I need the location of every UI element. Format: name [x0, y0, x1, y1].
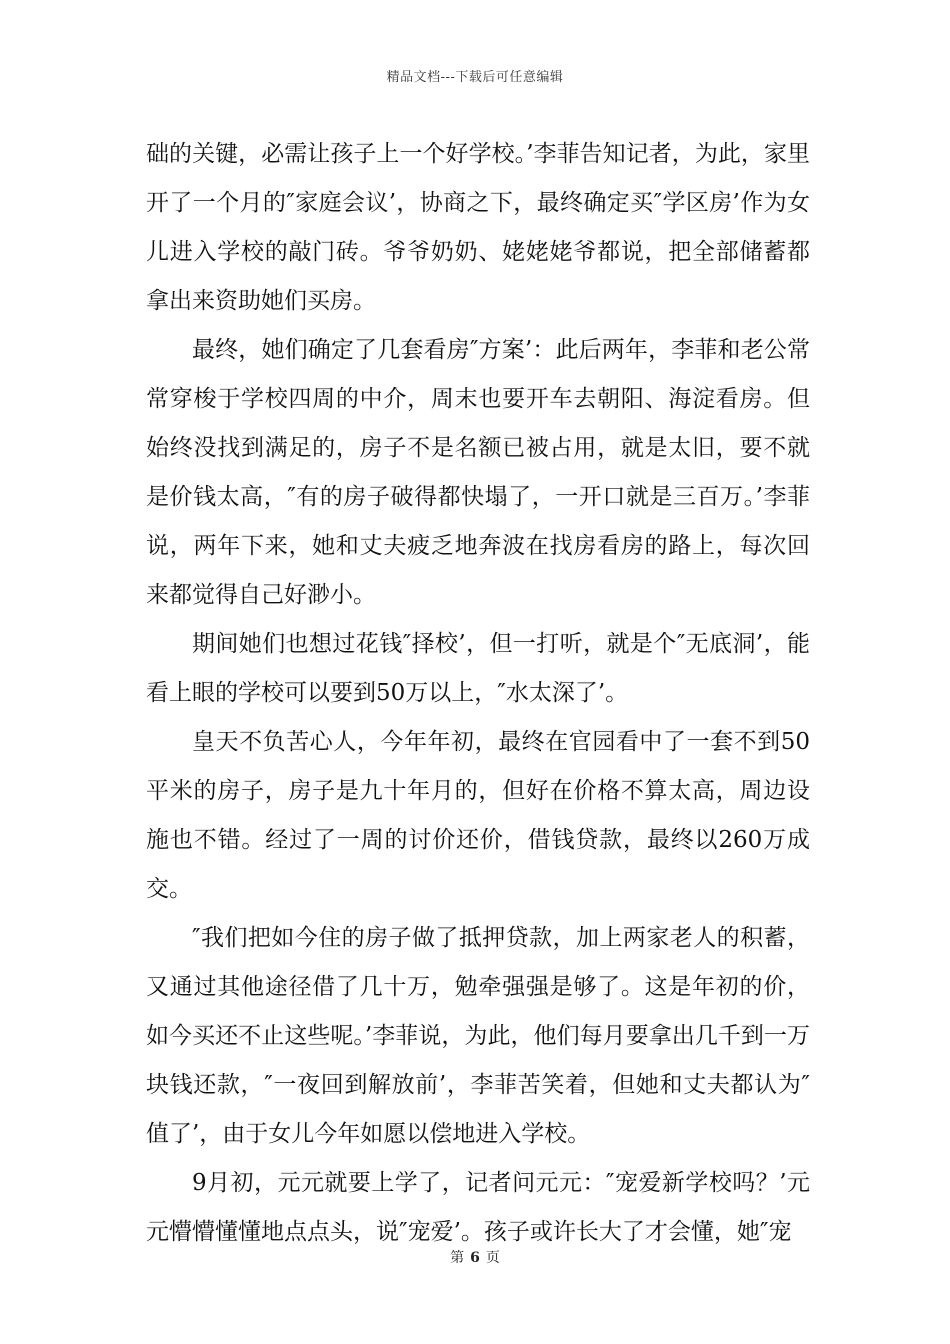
document-body [146, 130, 810, 1257]
page-label-suffix: 页 [485, 1250, 500, 1266]
page-header: 精品文档---下载后可任意编辑 [386, 70, 564, 85]
page-label-prefix: 第 [450, 1250, 465, 1266]
paragraph-6: 9月初，元元就要上学了，记者问元元：″宠爱新学校吗？’元元懵懵懂懂地点点头，说″宠爱’。孩子或许长大了才会懂，她″宠 [146, 1170, 810, 1245]
paragraph-2: 最终，她们确定了几套看房″方案’：此后两年，李菲和老公常常穿梭于学校四周的中介，周末也要开车去朝阳、海淀看房。但始终没找到满足的，房子不是名额已被占用，就是太旧，要不就是价钱太高，″有的房子破得都快塌了，一开口就是三百万。’李菲说，两年下来，她和丈夫疲乏地奔波在找房看房的路上，每次回来都觉得自己好渺小。 [146, 337, 810, 608]
paragraph-4: 皇天不负苦心人，今年年初，最终在官园看中了一套不到50平米的房子，房子是九十年月的，但好在价格不算太高，周边设施也不错。经过了一周的讨价还价，借钱贷款，最终以260万成交。 [146, 729, 810, 902]
page-footer [0, 1247, 950, 1267]
paragraph-3: 期间她们也想过花钱″择校’，但一打听，就是个″无底洞’，能看上眼的学校可以要到50万以上，″水太深了’。 [146, 631, 810, 706]
paragraph-1: 础的关键，必需让孩子上一个好学校。’李菲告知记者，为此，家里开了一个月的″家庭会议’，协商之下，最终确定买″学区房’作为女儿进入学校的敲门砖。爷爷奶奶、姥姥姥爷都说，把全部储蓄都拿出来资助她们买房。 [146, 141, 810, 314]
paragraph-5: ″我们把如今住的房子做了抵押贷款，加上两家老人的积蓄，又通过其他途径借了几十万，勉牵强强是够了。这是年初的价，如今买还不止这些呢。’李菲说，为此，他们每月要拿出几千到一万块钱还款，″一夜回到解放前’，李菲苦笑着，但她和丈夫都认为″值了’，由于女儿今年如愿以偿地进入学校。 [146, 925, 810, 1147]
page-number: 6 [470, 1250, 480, 1266]
